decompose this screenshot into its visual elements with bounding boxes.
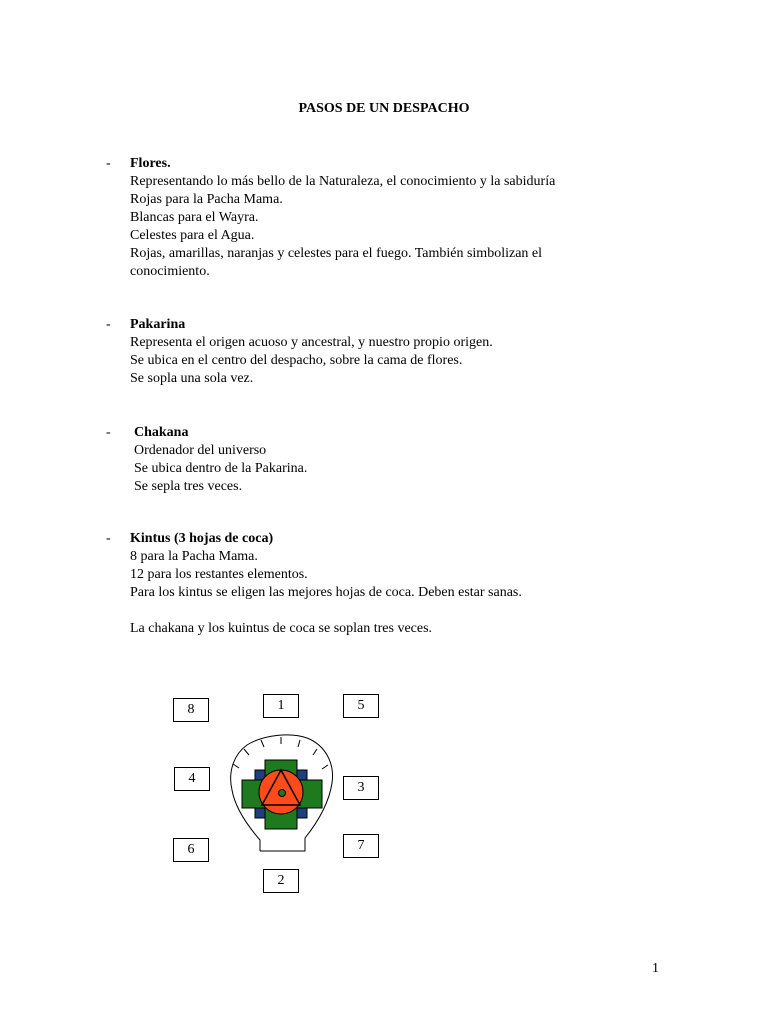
number-box-4: 4 xyxy=(174,767,210,791)
section-line: Representando lo más bello de la Naturaleza, el conocimiento y la sabiduría xyxy=(130,174,556,189)
shell-outline xyxy=(231,735,333,851)
section-line: Se sopla una sola vez. xyxy=(130,371,254,386)
section-line: Para los kintus se eligen las mejores hojas de coca. Deben estar sanas. xyxy=(130,585,522,600)
section-heading: Kintus (3 hojas de coca) xyxy=(130,531,274,546)
ray-line xyxy=(322,765,328,769)
bullet-dash: - xyxy=(106,156,111,171)
section-line: 12 para los restantes elementos. xyxy=(130,567,308,582)
bullet-dash: - xyxy=(106,425,111,440)
ray-line xyxy=(261,740,264,747)
section-heading: Chakana xyxy=(134,425,189,440)
number-box-6: 6 xyxy=(173,838,209,862)
section-line: Ordenador del universo xyxy=(134,443,267,458)
section-line: Se ubica en el centro del despacho, sobre la cama de flores. xyxy=(130,353,463,368)
pakarina-circle xyxy=(259,770,303,814)
section-heading: Pakarina xyxy=(130,317,186,332)
ray-line xyxy=(233,764,239,768)
corner-square xyxy=(255,770,265,780)
section-line: Rojas para la Pacha Mama. xyxy=(130,192,283,207)
bullet-dash: - xyxy=(106,317,111,332)
corner-square xyxy=(297,770,307,780)
section-line: Rojas, amarillas, naranjas y celestes para el fuego. También simbolizan el conocimiento. xyxy=(130,246,543,279)
corner-square xyxy=(297,808,307,818)
bullet-dash: - xyxy=(106,531,111,546)
section-line: 8 para la Pacha Mama. xyxy=(130,549,258,564)
number-box-7: 7 xyxy=(343,834,379,858)
number-box-1: 1 xyxy=(263,694,299,718)
number-box-5: 5 xyxy=(343,694,379,718)
corner-square xyxy=(255,808,265,818)
shell-rays xyxy=(233,737,328,769)
page-number: 1 xyxy=(652,961,659,976)
ray-line xyxy=(298,740,300,747)
number-box-8: 8 xyxy=(173,698,209,722)
despacho-diagram xyxy=(165,685,385,895)
chakana-cross xyxy=(242,760,322,829)
closing-line: La chakana y los kuintus de coca se soplan tres veces. xyxy=(130,621,433,636)
pakarina-triangle xyxy=(262,770,300,805)
section-heading: Flores. xyxy=(130,156,171,171)
section-line: Celestes para el Agua. xyxy=(130,228,255,243)
ray-line xyxy=(313,749,317,755)
page-title: PASOS DE UN DESPACHO xyxy=(298,101,470,116)
center-dot xyxy=(279,790,286,797)
section-line: Blancas para el Wayra. xyxy=(130,210,259,225)
section-line: Representa el origen acuoso y ancestral, y nuestro propio origen. xyxy=(130,335,493,350)
chakana-corners xyxy=(255,770,307,818)
number-box-2: 2 xyxy=(263,869,299,893)
section-line: Se ubica dentro de la Pakarina. xyxy=(134,461,308,476)
number-box-3: 3 xyxy=(343,776,379,800)
section-line: Se sepla tres veces. xyxy=(134,479,243,494)
ray-line xyxy=(244,749,249,755)
